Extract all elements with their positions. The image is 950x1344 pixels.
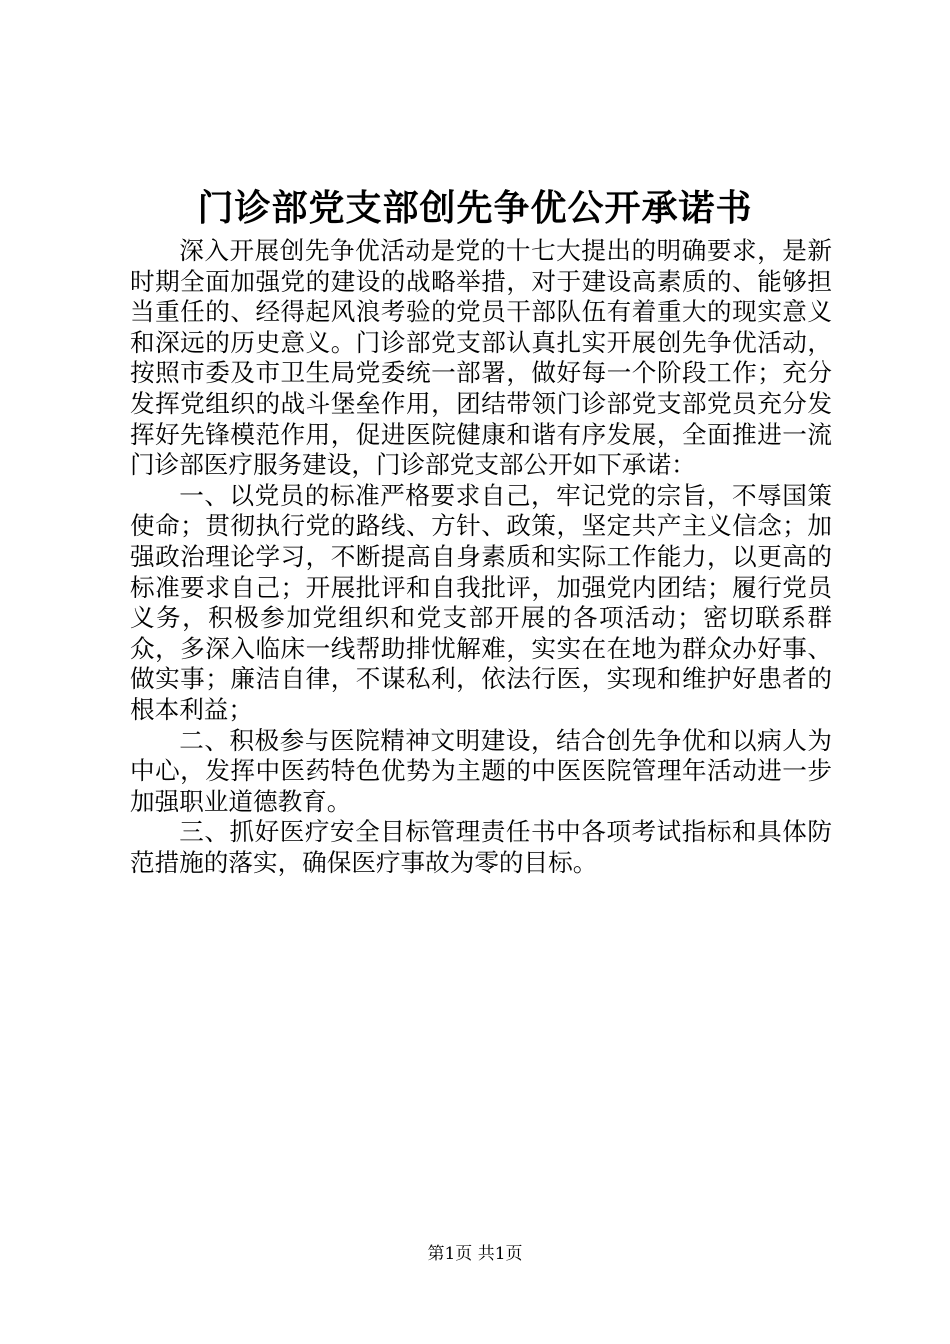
- intro-paragraph: 深入开展创先争优活动是党的十七大提出的明确要求，是新时期全面加强党的建设的战略举措，对于建设高素质的、能够担当重任的、经得起风浪考验的党员干部队伍有着重大的现实意义和深远的历史意义。门诊部党支部认真扎实开展创先争优活动，按照市委及市卫生局党委统一部署，做好每一个阶段工作；充分发挥党组织的战斗堡垒作用，团结带领门诊部党支部党员充分发挥好先锋模范作用，促进医院健康和谐有序发展，全面推进一流门诊部医疗服务建设，门诊部党支部公开如下承诺：: [130, 236, 832, 480]
- page-footer: 第1页 共1页: [427, 1244, 523, 1264]
- commitment-two-paragraph: 二、积极参与医院精神文明建设，结合创先争优和以病人为中心，发挥中医药特色优势为主题的中医医院管理年活动进一步加强职业道德教育。: [130, 725, 832, 816]
- document-body: [130, 236, 832, 878]
- commitment-one-paragraph: 一、以党员的标准严格要求自己，牢记党的宗旨，不辱国策使命；贯彻执行党的路线、方针、政策，坚定共产主义信念；加强政治理论学习，不断提高自身素质和实际工作能力，以更高的标准要求自己；开展批评和自我批评，加强党内团结；履行党员义务，积极参加党组织和党支部开展的各项活动；密切联系群众，多深入临床一线帮助排忧解难，实实在在地为群众办好事、做实事；廉洁自律，不谋私利，依法行医，实现和维护好患者的根本利益；: [130, 480, 832, 724]
- commitment-three-paragraph: 三、抓好医疗安全目标管理责任书中各项考试指标和具体防范措施的落实，确保医疗事故为零的目标。: [130, 817, 832, 877]
- document-title: 门诊部党支部创先争优公开承诺书: [197, 187, 753, 229]
